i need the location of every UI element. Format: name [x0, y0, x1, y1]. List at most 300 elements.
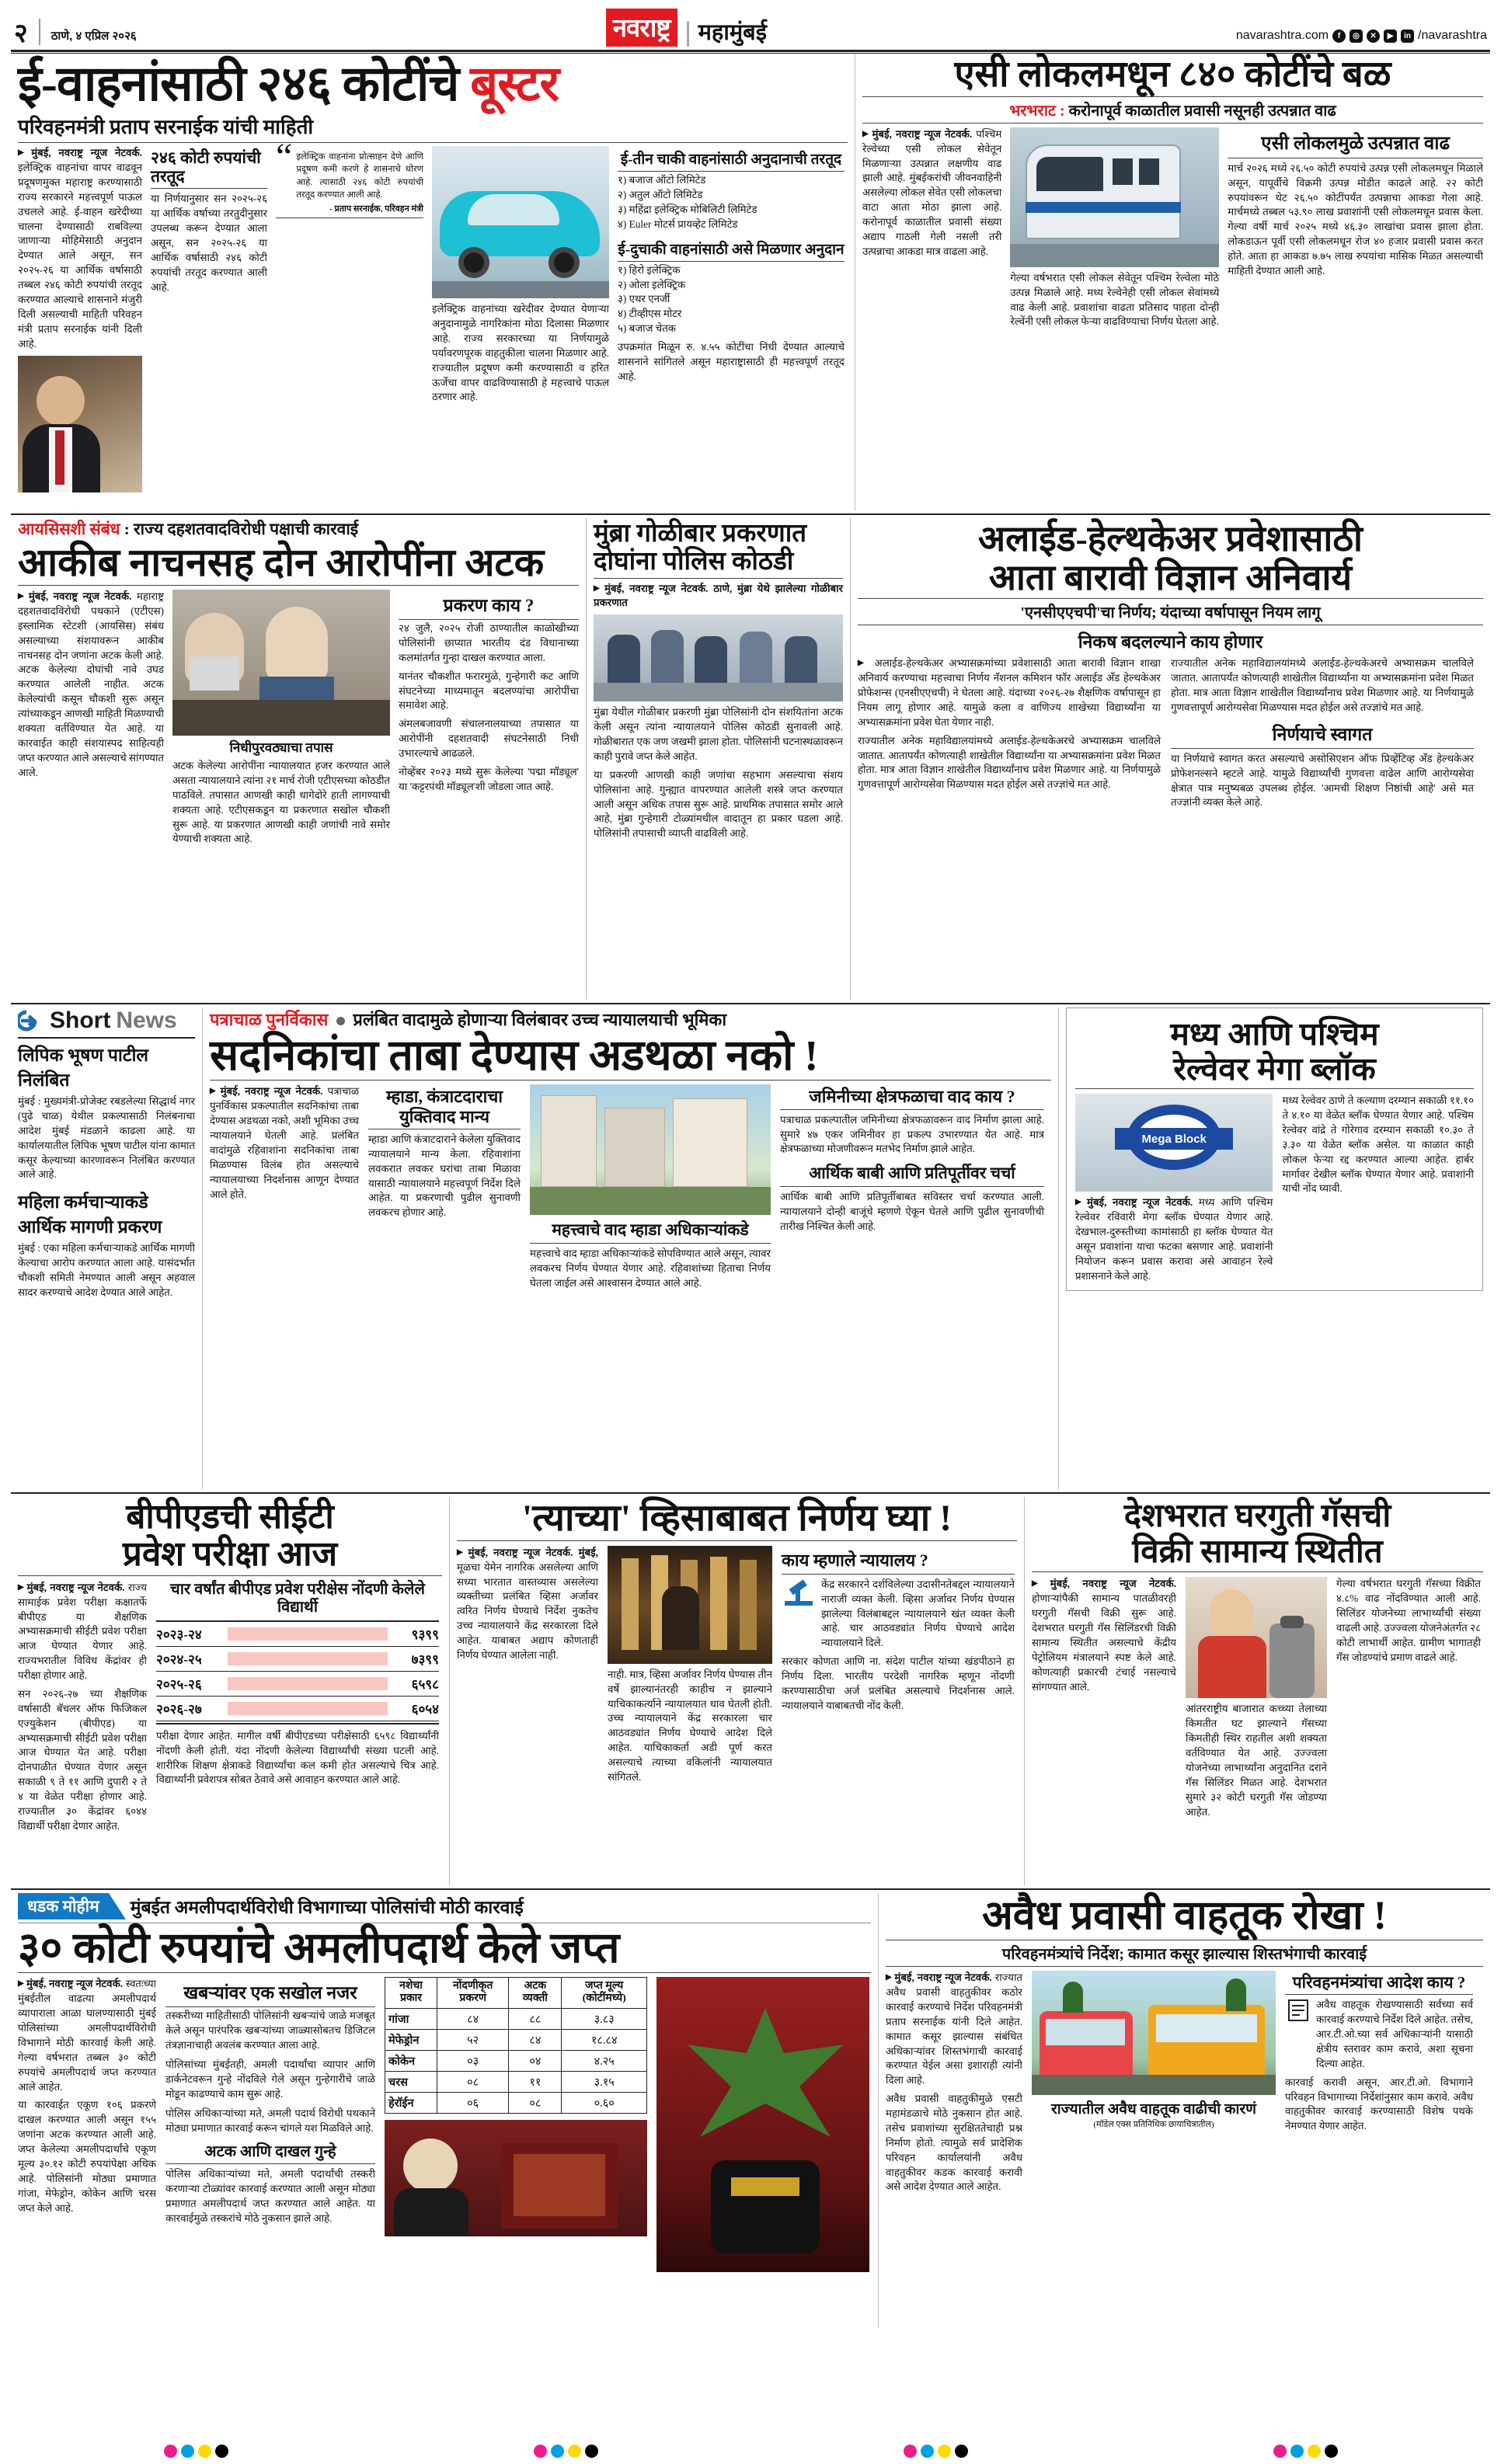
- table-cell: ८४: [437, 2008, 508, 2029]
- chart-value: ६०५४: [411, 1701, 439, 1717]
- visa-box-title: काय म्हणाले न्यायालय ?: [782, 1550, 928, 1570]
- reg-dot-black: [955, 2445, 968, 2458]
- accused-photo: [172, 590, 390, 736]
- megablock-headline: [1075, 1017, 1474, 1087]
- reg-dot-yellow: [1308, 2445, 1321, 2458]
- patrachawl-col-d: [780, 1084, 1044, 1291]
- allied-body-text: अलाईड-हेल्थकेअर अभ्यासक्रमांच्या प्रवेशासाठी आता बारावी विज्ञान शाखा अनिवार्य करण्याचा महत्त्वाचा निर्णय नॅशनल कमिशन फॉर अलाईड अँड हेल्थकेअर प्रोफेशन्स (एनसीएएचपी) ने घेतला आहे. यंदाच्या २०२६-२७ शैक्षणिक वर्षापासून हा नियम लागू होणार आहे. यामुळे कला व वाणिज्य शाखेच्या विद्यार्थ्यांना या अभ्यासक्रमांना प्रवेश घेता येणार नाही.: [858, 657, 1161, 728]
- patrachawl-col-c: [530, 1084, 771, 1291]
- visa-col-b: [608, 1546, 772, 1785]
- chart-bar-track: [228, 1677, 388, 1690]
- lead-headline: [18, 58, 848, 110]
- drugs-box-item: पोलिस अधिकाऱ्यांच्या मते, अमली पदार्थ विरोधी पथकाने मोठ्या प्रमाणात कारवाई करून चांगले यश मिळविले आहे.: [165, 2107, 375, 2134]
- terror-col-b: [172, 590, 390, 847]
- table-cell: मेफेड्रोन: [385, 2029, 437, 2050]
- table-row: [385, 2008, 647, 2029]
- visa-box-body: केंद्र सरकारने दर्शविलेल्या उदासीनतेबद्दल न्यायालयाने नाराजी व्यक्त केली. व्हिसा अर्जावर निर्णय घेण्यास झालेल्या विलंबाबद्दल न्यायालयाने खंत व्यक्त केली आहे. चार आठवड्यांत निर्णय घेण्याचे आदेश न्यायालयाने दिले.: [821, 1578, 1015, 1649]
- transport-deck: परिवहनमंत्र्यांचे निर्देश; कामात कसूर झाल्यास शिस्तभंगाची कारवाई: [1001, 1946, 1367, 1964]
- drugs-headline: ३० कोटी रुपयांचे अमलीपदार्थ केले जप्त: [18, 1924, 620, 1972]
- transport-box-body-2: कारवाई करावी असून, आर.टी.ओ. विभागाने परिवहन विभागाच्या निर्देशांनुसार काम करावे. अवैध वाहतुकीवर कारवाई करण्यासाठी विशेष पथके नेमण्यात येणार आहेत.: [1285, 2076, 1473, 2132]
- housing-project-photo: [530, 1084, 771, 1215]
- chart-bar-track: [228, 1702, 388, 1715]
- gas-body-2: आंतरराष्ट्रीय बाजारात कच्च्या तेलाच्या किमतीत घट झाल्याने गॅसच्या किमतीही स्थिर राहतील अशी शक्यता वर्तविण्यात येत आहे. उज्ज्वला योजनेच्या लाभार्थ्यांना अनुदानित दराने गॅस सिलिंडर मिळत आहे. देशभरात सुमारे ३२ कोटी घरगुती गॅस जोडण्या आहेत.: [1186, 1703, 1327, 1818]
- allied-headline-line1: अलाईड-हेल्थकेअर प्रवेशासाठी: [978, 519, 1363, 559]
- band-five: [11, 1893, 1490, 2328]
- chart-bar-row: [156, 1672, 439, 1697]
- table-cell: ३.८३: [562, 2008, 647, 2029]
- megablock-badge: Mega Block: [1115, 1128, 1233, 1150]
- chart-category: २०२४-२५: [156, 1651, 202, 1667]
- subbox1-item: २) अतुल ऑटो लिमिटेड: [618, 189, 703, 201]
- drugs-body-2: या कारवाईत एकूण १०६ प्रकरणे दाखल करण्यात आली असून १५५ जणांना अटक करण्यात आली आहे. जप्त केलेल्या अमलीपदार्थांचे एकूण मूल्य ३०.१२ कोटी रुपयांपेक्षा अधिक आहे. पोलिसांनी मोठ्या प्रमाणात गांजा, मेफेड्रोन, कोकेन आणि चरस जप्त केले आहे.: [18, 2099, 156, 2214]
- ac-local-headline: एसी लोकलमधून ८४० कोटींचे बळ: [954, 54, 1391, 95]
- reg-dot-black: [1325, 2445, 1338, 2458]
- allied-body-2: राज्यातील अनेक महाविद्यालयांमध्ये अलाईड-हेल्थकेअरचे अभ्यासक्रम चालविले जातात. आतापर्यंत कोणत्याही शाखेतील विद्यार्थ्यांना या अभ्यासक्रमांना प्रवेश मिळत होता. मात्र आता विज्ञान शाखेतील विद्यार्थ्यांनाच प्रवेश मिळणार आहे. या निर्णयामुळे गुणवत्तापूर्ण आरोग्यसेवा मिळण्यास मदत होईल असे तज्ज्ञांचे मत आहे.: [858, 734, 1161, 791]
- terror-body-2: अटक केलेल्या आरोपींना न्यायालयात हजर करण्यात आले असता न्यायालयाने त्यांना २१ मार्च रोजी एटीएसच्या कोठडीत पाठविले. तपासात आणखी काही धागेदोरे हाती लागण्याची शक्यता आहे. एटीएसकडून या प्रकरणात सखोल चौकशी सुरू आहे. या प्रकरणात आणखी काही जणांची नावे समोर येण्याची शक्यता आहे.: [172, 760, 390, 845]
- allied-body-1: [858, 656, 1161, 729]
- bped-bar-chart: [156, 1581, 439, 1724]
- patrachawl-box2-body: महत्त्वाचे वाद म्हाडा अधिकाऱ्यांकडे सोपविण्यात आले असून, त्यावर लवकरच निर्णय घेण्यात येणार आहे. रहिवाशांच्या हिताचा निर्णय घेतला जाईल असे आश्वासन देण्यात आले आहे.: [530, 1248, 771, 1289]
- transport-box-body: अवैध वाहतूक रोखण्यासाठी सर्वच्या सर्व कारवाई करण्याचे निर्देश दिले आहेत. तसेच, आर.टी.ओ.च्या सर्व अधिकाऱ्यांनी यासाठी क्षेत्रीय स्तरावर काम करावे, अशा सूचना दिल्या आहेत.: [1316, 1999, 1473, 2069]
- allied-headline: [858, 520, 1483, 597]
- table-header: नोंदणीकृत प्रकरणं: [437, 1978, 508, 2008]
- terror-box-item: यानंतर चौकशीत फरारमुळे, गुन्हेगारी कट आणि संघटनेच्या माध्यमातून बदलण्यांचा आरोपींचा समावेश आहे.: [399, 670, 579, 712]
- terror-body-1: [18, 590, 164, 780]
- subbox2-items: [618, 263, 845, 336]
- band-three: [11, 1008, 1490, 1489]
- drugs-tagbar: [18, 1893, 871, 1919]
- edition-name: महामुंबई: [698, 20, 767, 45]
- lead-body-2: इलेक्ट्रिक वाहनांच्या खरेदीवर देण्यात येणाऱ्या अनुदानामुळे नागरिकांना मोठा दिलासा मिळणार आहे. राज्य सरकारच्या या निर्णयामुळे पर्यावरणपूरक वाहतुकीला चालना मिळणार आहे. राज्यातील प्रदूषण कमी करण्यासाठी व हरित ऊर्जेचा वापर वाढविण्यासाठी हे महत्त्वाचे पाऊल ठरणार आहे.: [432, 303, 609, 403]
- transport-box-title: परिवहनमंत्र्यांचा आदेश काय ?: [1292, 1973, 1466, 1992]
- subbox1-items: [618, 173, 845, 232]
- transport-col-c: [1285, 1971, 1473, 2194]
- table-cell: १८.८४: [562, 2029, 647, 2050]
- gas-headline-line2: विक्री सामान्य स्थितीत: [1132, 1534, 1383, 1571]
- terror-kicker: [18, 518, 579, 540]
- table-cell: ५२: [437, 2029, 508, 2050]
- visa-byline: ▶ मुंबई, नवराष्ट्र न्यूज नेटवर्क. मुंबई,: [457, 1547, 598, 1558]
- allied-grid: [858, 656, 1483, 810]
- subbox2-title: ई-दुचाकी वाहनांसाठी असे मिळणार अनुदान: [618, 241, 845, 258]
- megablock-col-a: [1075, 1094, 1273, 1283]
- gavel-icon: [782, 1578, 816, 1609]
- megablock-col-b: [1282, 1094, 1474, 1283]
- chart-bar-track: [228, 1652, 388, 1665]
- transport-byline: ▶ मुंबई, नवराष्ट्र न्यूज नेटवर्क.: [886, 1972, 992, 1983]
- allied-subdeck: निकष बदलल्याने काय होणार: [1078, 632, 1263, 653]
- drugs-box-item: तस्करीच्या माहितीसाठी पोलिसांनी खबऱ्यांचे जाळे मजबूत केले असून पारंपरिक खबऱ्यांच्या जाळ्यासोबतच डिजिटल तंत्रज्ञानाचाही अवलंब करण्यात आला आहे.: [165, 2010, 375, 2052]
- table-cell: ४.२५: [562, 2050, 647, 2071]
- short-news-item-heading: लिपिक भूषण पाटील निलंबित: [18, 1046, 148, 1090]
- dot-group: [164, 2445, 228, 2458]
- patrachawl-box3-title: आर्थिक बाबी आणि प्रतिपूर्तीवर चर्चा: [809, 1164, 1015, 1183]
- mumbra-police-photo: [594, 614, 843, 701]
- transport-grid: [886, 1971, 1483, 2194]
- chart-bar-track: [228, 1627, 388, 1641]
- bped-col-a: [18, 1581, 147, 1834]
- megablock-grid: [1075, 1094, 1474, 1283]
- table-cell: गांजा: [385, 2008, 437, 2029]
- megablock-body-1: [1075, 1195, 1273, 1283]
- bped-chart-wrap: [156, 1581, 439, 1834]
- terror-kicker-rest: : राज्य दहशतवादविरोधी पक्षाची कारवाई: [124, 520, 359, 538]
- table-cell: ०८: [509, 2092, 562, 2113]
- chart-value: ९३९९: [411, 1627, 439, 1642]
- subbox2-item: २) ओला इलेक्ट्रिक: [618, 278, 686, 291]
- megablock-headline-line2: रेल्वेवर मेगा ब्लॉक: [1173, 1051, 1376, 1088]
- transport-col-b: [1032, 1971, 1276, 2194]
- megablock-sign-photo: [1075, 1094, 1273, 1192]
- chart-bar-row: [156, 1647, 439, 1672]
- minister-photo: [18, 356, 142, 492]
- drugs-byline: ▶ मुंबई, नवराष्ट्र न्यूज नेटवर्क.: [18, 1978, 123, 1989]
- drugs-body-1: [18, 1977, 156, 2094]
- gas-headline: [1032, 1498, 1483, 1570]
- chart-value: ७३९९: [411, 1651, 439, 1667]
- patrachawl-headline: सदनिकांचा ताबा देण्यास अडथळा नको !: [210, 1032, 819, 1079]
- chart-bar-row: [156, 1697, 439, 1721]
- drugs-box-item: पोलिसांच्या मुंबईतही, अमली पदार्थांचा व्यापार आणि डार्कनेटवरून गुन्हे नोंदविले गेले असून गुन्हेगारीचे जाळे मोडून काढण्याचे काम सुरू आहे.: [165, 2059, 375, 2100]
- bped-body-1: [18, 1581, 147, 1683]
- bped-body-3: परीक्षा देणार आहेत. मागील वर्षी बीपीएडच्या परीक्षेसाठी ६५९८ विद्यार्थ्यांनी नोंदणी केली होती. यंदा नोंदणी केलेल्या विद्यार्थ्यांची संख्या घटली आहे. शारीरिक शिक्षण क्षेत्राकडे विद्यार्थ्यांचा कल कमी होत असल्याचे चित्र आहे. विद्यार्थ्यांनी प्रवेशपत्र सोबत ठेवावे असे आवाहन करण्यात आले आहे.: [156, 1729, 439, 1786]
- gas-body-3: गेल्या वर्षभरात घरगुती गॅसच्या विक्रीत ४.८% वाढ नोंदविण्यात आली आहे. सिलिंडर योजनेच्या लाभार्थ्यांची संख्या वाढली आहे. उज्ज्वला योजनेअंतर्गत २८ कोटी लाभार्थी आहेत. ग्रामीण भागातही गॅस जोडण्यांचे प्रमाण वाढले आहे.: [1336, 1578, 1481, 1663]
- patrachawl-body-1: [210, 1084, 359, 1202]
- lead-rule: [18, 142, 848, 143]
- money-box-title: २४६ कोटी रुपयांची तरतूद: [151, 148, 261, 186]
- mumbra-body: मुंब्रा येथील गोळीबार प्रकरणी मुंब्रा पोलिसांनी दोन संशयितांना अटक केली असून त्यांना न्यायालयाने पोलिस कोठडी सुनावली आहे. गोळीबारात एक जण जखमी झाला होता. पोलिसांनी घटनास्थळावरून काही पुरावे जप्त केले आहेत.: [594, 706, 843, 762]
- drugs-cannabis-photo: [656, 1977, 869, 2272]
- drugs-box-title: खबऱ्यांवर एक सखोल नजर: [183, 1983, 357, 2003]
- short-news-header: [18, 1008, 195, 1034]
- table-cell: ११: [509, 2071, 562, 2092]
- chart-category: २०२५-२६: [156, 1676, 202, 1692]
- lead-col-d: [432, 146, 609, 492]
- ac-local-kicker-red: भरभराट :: [1009, 102, 1065, 120]
- chart-category: २०२३-२४: [156, 1627, 202, 1642]
- transport-caption: राज्यातील अवैध वाहतूक वाढीची कारणं: [1050, 2101, 1256, 2118]
- short-news-item-body: मुंबई : एका महिला कर्मचाऱ्याकडे आर्थिक मागणी केल्याचा आरोप करण्यात आला आहे. यासंदर्भात चौकशी समिती नेमण्यात आली असून अहवाल सादर करण्याचे आदेश देण्यात आले आहेत.: [18, 1242, 195, 1298]
- terror-box-item: नोव्हेंबर २०२३ मध्ये सुरू केलेल्या 'पद्मा मॉड्यूल' या 'कट्टरपंथी मॉड्यूल'शी जोडला जात आहे.: [399, 765, 579, 792]
- page-number: २: [14, 19, 28, 48]
- ac-byline: ▶ मुंबई, नवराष्ट्र न्यूज नेटवर्क.: [862, 128, 972, 140]
- brand-divider: [687, 21, 689, 47]
- table-header: नशेचा प्रकार: [385, 1978, 437, 2008]
- instagram-icon[interactable]: ◎: [1350, 30, 1363, 43]
- table-cell: चरस: [385, 2071, 437, 2092]
- reg-dot-magenta: [534, 2445, 547, 2458]
- lpg-cylinder-photo: [1186, 1577, 1327, 1698]
- transport-body-1: [886, 1971, 1022, 2088]
- ac-side-title: एसी लोकलमुळे उत्पन्नात वाढ: [1261, 133, 1450, 154]
- table-cell: कोकेन: [385, 2050, 437, 2071]
- transport-headline: अवैध प्रवासी वाहतूक रोखा !: [982, 1894, 1387, 1938]
- band-four: [11, 1497, 1490, 1885]
- terror-headline: आकीब नाचनसह दोन आरोपींना अटक: [18, 541, 545, 584]
- reg-dot-black: [585, 2445, 598, 2458]
- allied-col-b: [1171, 656, 1474, 810]
- court-photo: [608, 1546, 772, 1664]
- lead-story: [11, 54, 855, 510]
- terror-box-title: प्रकरण काय ?: [443, 596, 535, 615]
- bped-headline: [18, 1498, 442, 1574]
- megablock-headline-line1: मध्य आणि पश्चिम: [1170, 1016, 1379, 1052]
- lead-col-c: [276, 136, 423, 492]
- ac-body-2: गेल्या वर्षभरात एसी लोकल सेवेतून पश्चिम रेल्वेला मोठे उत्पन्न मिळाले आहे. मध्य रेल्वेनेही एसी लोकल सेवांमध्ये वाढ केली आहे. प्रवाशांचा वाढता प्रतिसाद पाहता दोन्ही रेल्वेंनी एसी लोकल फेऱ्या वाढविण्याचा निर्णय घेतला आहे.: [1010, 271, 1220, 328]
- reg-dot-yellow: [938, 2445, 951, 2458]
- bped-byline: ▶ मुंबई, नवराष्ट्र न्यूज नेटवर्क.: [18, 1582, 125, 1593]
- short-news-item-body: मुंबई : मुख्यमंत्री-प्रोजेक्ट रबडलेल्या सिद्धार्थ नगर (पुढे चाळ) येथील प्रकल्पासाठी निलंबनाचा आदेश मुंबई मंडळाने काढला आहे. या कार्यालयातील लिपिक भूषण पाटील यांना कामात कसूर केल्याच्या कारणावरून निलंबित करण्यात आले आहे.: [18, 1095, 195, 1181]
- allied-story: [850, 518, 1490, 1000]
- lead-col-b: [151, 146, 267, 492]
- reg-dot-magenta: [904, 2445, 917, 2458]
- table-header: अटक व्यक्ती: [509, 1978, 562, 2008]
- drugs-box-items: [165, 2009, 375, 2135]
- allied-byline: [858, 657, 869, 669]
- ac-col-c: [1228, 127, 1483, 330]
- gas-body-1: [1032, 1577, 1176, 1694]
- terror-photo-caption: निधीपुरवठ्याचा तपास: [229, 740, 333, 755]
- ac-body-text: पश्चिम रेल्वेच्या एसी लोकल सेवेतून मिळणाऱ्या उत्पन्नात लक्षणीय वाढ झाली आहे. मुंबईकरांची जीवनवाहिनी असलेल्या लोकल सेवेत एसी लोकलचा वाटा आता मोठा झाला आहे. करोनापूर्व काळातील प्रवासी संख्या अद्याप गाठली गेली नसली तरी उत्पन्नाचा आकडा मात्र वाढला आहे.: [862, 127, 1002, 257]
- table-cell: ०४: [509, 2050, 562, 2071]
- terror-box-items: [399, 621, 579, 795]
- lead-byline: ▶ मुंबई, नवराष्ट्र न्यूज नेटवर्क.: [18, 147, 142, 158]
- terror-col-a: [18, 590, 164, 847]
- electric-car-photo: [432, 146, 609, 298]
- table-row: [385, 2029, 647, 2050]
- terror-box-item: २४ जुलै, २०२५ रोजी ठाण्यातील काळोखीच्या पोलिसांनी छाप्यात भारतीय दंड विधानाच्या कलमांतर्गत गुन्हा दाखल करण्यात आला.: [399, 622, 579, 663]
- masthead-left: [14, 19, 137, 47]
- table-cell: ०८: [437, 2071, 508, 2092]
- patrachawl-col-a: [210, 1084, 359, 1291]
- short-news-item-heading: महिला कर्मचाऱ्याकडे आर्थिक मागणी प्रकरण: [18, 1192, 162, 1237]
- table-cell: ८८: [509, 2008, 562, 2029]
- drugs-kicker: मुंबईत अमलीपदार्थविरोधी विभागाच्या पोलिसांची मोठी कारवाई: [130, 1898, 524, 1917]
- reg-dot-yellow: [568, 2445, 581, 2458]
- mumbra-headline-line2: दोघांना पोलिस कोठडी: [594, 548, 794, 576]
- subbox2-tail: उपक्रमांत मिळून रु. ४.५५ कोटींचा निधी देण्यात आल्याचे शासनाने सांगितले असून महाराष्ट्रासाठी ही महत्त्वपूर्ण तरतूद आहे.: [618, 341, 845, 382]
- allied-deck: 'एनसीएएचपी'चा निर्णय; यंदाच्या वर्षापासून नियम लागू: [1020, 604, 1321, 622]
- drugs-col-a: [18, 1977, 156, 2272]
- dot-group: [534, 2445, 598, 2458]
- social-handle: /navarashtra: [1418, 29, 1487, 42]
- patrachawl-kicker-red: पत्राचाळ पुनर्विकास: [210, 1010, 329, 1029]
- lead-col-a: [18, 146, 142, 492]
- patrachawl-body-2: म्हाडा आणि कंत्राटदाराने केलेला युक्तिवाद न्यायालयाने मान्य केला. रहिवाशांना लवकरात लवकर घरांचा ताबा मिळावा यासाठी न्यायालयाने महत्त्वपूर्ण निर्देश दिले आहेत. या प्रकरणाची पुढील सुनावणी लवकरच होणार आहे.: [368, 1133, 521, 1219]
- visa-headline: 'त्याच्या' व्हिसाबाबत निर्णय घ्या !: [521, 1498, 952, 1539]
- lead-deck: परिवहनमंत्री प्रताप सरनाईक यांची माहिती: [18, 116, 314, 139]
- megablock-story: [1058, 1008, 1490, 1489]
- drugs-col-b: [165, 1977, 375, 2272]
- patrachawl-col-b: [368, 1084, 521, 1291]
- table-cell: ०६: [437, 2092, 508, 2113]
- terror-body-text: महाराष्ट्र दहशतवादविरोधी पथकाने (एटीएस) इस्लामिक स्टेटशी (आयसिस) संबंध असल्याच्या संशयावरून आकीब नाचनसह दोन जणांना अटक केली आहे. अटक केलेल्या दोघांची नावे उघड करण्यात आलेली नाहीत. अटक केलेल्यांची कसून चौकशी सुरू असून त्यांच्याकडून आणखी माहिती मिळण्याची शक्यता वर्तविण्यात येत आहे. या कारवाईत काही संशयास्पद साहित्यही जप्त करण्यात आले असल्याचे सांगण्यात आले.: [18, 590, 164, 778]
- reg-dot-cyan: [181, 2445, 194, 2458]
- drugs-body-text: स्वतःच्या मुंबईतील वाढत्या अमलीपदार्थ व्यापाराला आळा घालण्यासाठी मुंबई पोलिसांच्या अमलीपदार्थविरोधी विभागाने मोठी कारवाई केली आहे. गेल्या वर्षभरात तब्बल ३० कोटी रुपयांचे अमलीपदार्थ जप्त करण्यात आले आहेत.: [18, 1978, 156, 2093]
- chart-category: २०२६-२७: [156, 1701, 202, 1717]
- twitter-x-icon[interactable]: ✕: [1367, 30, 1380, 43]
- lead-quote-attrib: - प्रताप सरनाईक, परिवहन मंत्री: [329, 204, 423, 214]
- edition-date: ठाणे, ४ एप्रिल २०२६: [50, 30, 137, 43]
- subbox1-item: ३) महिंद्रा इलेक्ट्रिक मोबिलिटी लिमिटेड: [618, 203, 757, 215]
- table-cell: ८४: [509, 2029, 562, 2050]
- table-cell: ०.६०: [562, 2092, 647, 2113]
- terror-kicker-red: आयसिसशी संबंध: [18, 520, 120, 538]
- drugs-seizure-table: [385, 1977, 647, 2113]
- table-header-row: [385, 1978, 647, 2008]
- quote-mark-icon: “: [276, 136, 293, 178]
- ac-body-1: [862, 127, 1001, 259]
- allied-welcome-title: निर्णयाचे स्वागत: [1272, 724, 1373, 744]
- allied-welcome-body: या निर्णयाचे स्वागत करत असल्याचे असोसिएशन ऑफ प्रिव्हेंटिव्ह अँड हेल्थकेअर प्रोफेशनल्सने म्हटले आहे. यामुळे विद्यार्थ्यांची गुणवत्ता वाढेल आणि आरोग्यसेवा क्षेत्रात पात्र मनुष्यबळ उपलब्ध होईल. 'आमची शिक्षण निष्ठांची आहे' असे मत तज्ज्ञांनी व्यक्त केले आहे.: [1171, 752, 1474, 809]
- reg-dot-black: [215, 2445, 228, 2458]
- short-news-section: [11, 1008, 202, 1489]
- table-row: [385, 2071, 647, 2092]
- mumbra-story: [586, 518, 850, 1000]
- subbox2-item: ५) बजाज चेतक: [618, 322, 676, 335]
- lead-body-1: इलेक्ट्रिक वाहनांचा वापर वाढवून प्रदूषणमुक्त महाराष्ट्र करण्यासाठी राज्य सरकारने महत्त्वपूर्ण पाऊल उचलले आहे. ई-वाहन खरेदीच्या चालना देण्यासाठी राबविल्या जाणाऱ्या मोहिमेसाठी अनुदान देण्यात आले असून, सन २०२५-२६ या आर्थिक वर्षासाठी तब्बल २४६ कोटी रुपयांची तरतूद करण्यात आल्याचे शासनाने मंजुरी दिली असल्याची माहिती परिवहन मंत्री प्रताप सरनाईक यांनी दिली आहे.: [18, 162, 142, 350]
- visa-col-c: [782, 1546, 1015, 1785]
- visa-body-1: [457, 1546, 598, 1663]
- arrow-into-circle-icon: [18, 1009, 44, 1032]
- lead-col-e: [618, 146, 845, 492]
- subbox2-item: ४) टीव्हीएस मोटर: [618, 308, 682, 320]
- subbox2-item: ३) एथर एनर्जी: [618, 293, 670, 305]
- ac-local-kicker: [862, 99, 1483, 120]
- visa-body-3: सरकार कोणता आणि ना. संदेश पाटील यांच्या खंडपीठाने हा निर्णय दिला. भारतीय परदेशी नागरिक म्हणून नोंदणी करण्यासाठीचा अर्ज प्रलंबित असल्याचे निदर्शनास आले. न्यायालयाने याबाबतची नोंद केली.: [782, 1655, 1015, 1711]
- gas-grid: [1032, 1577, 1483, 1819]
- table-cell: ०३: [437, 2050, 508, 2071]
- gas-body-text: होणाऱ्यांपैकी सामान्य पातळीवरही घरगुती गॅसची विक्री सुरू आहे. देशभरात घरगुती गॅस सिलिंडरची विक्री सामान्य स्थितीत असल्याचे केंद्रीय पेट्रोलियम मंत्रालयाने स्पष्ट केले आहे. कोणत्याही प्रकारची टंचाई नसल्याचे सांगण्यात आले.: [1032, 1592, 1176, 1693]
- patrachawl-subhead-1: म्हाडा, कंत्राटदाराचा युक्तिवाद मान्य: [385, 1087, 503, 1126]
- transport-body-2: अवैध प्रवासी वाहतुकीमुळे एसटी महामंडळाचे मोठे नुकसान होत आहे. तसेच प्रवाशांच्या सुरक्षिततेचाही प्रश्न निर्माण होतो. त्यामुळे सर्व प्रादेशिक परिवहन कार्यालयांनी अवैध वाहतुकीवर कडक कारवाई करावी असे आदेश देण्यात आले आहेत.: [886, 2093, 1022, 2193]
- ac-side-body: मार्च २०२६ मध्ये २६.५० कोटी रुपयांचे उत्पन्न एसी लोकलमधून मिळाले असून, यापूर्वीचे विक्रमी उत्पन्न मोडीत काढले आहे. २२ कोटी रुपयांवरून थेट २६.५० कोटींपर्यंत उत्पन्नाचा आकडा गेला आहे. मार्चमध्ये तब्बल ५३.९० लाख प्रवाशांनी एसी लोकलमधून प्रवास केला. गेल्या वर्षी मार्च २०२५ मध्ये ४६.३० लाखांचा प्रवास झाला होता. लोकडाऊन पूर्वी एसी लोकलमधून रोज ४० हजार प्रवासी प्रवास करत होते. आता हा आकडा ७.७५ लाख रुपयांचा मासिक मिळत असल्याची माहिती देण्यात आली आहे.: [1228, 162, 1484, 277]
- lead-headline-plain: ई-वाहनांसाठी २४६ कोटींचे: [18, 57, 471, 111]
- short-news-title-2: News: [116, 1008, 177, 1033]
- document-order-icon: [1285, 1998, 1311, 2023]
- patrachawl-byline: ▶ मुंबई, नवराष्ट्र न्यूज नेटवर्क.: [210, 1085, 322, 1097]
- visa-col-a: [457, 1546, 598, 1785]
- facebook-icon[interactable]: f: [1332, 30, 1346, 43]
- megablock-box: [1066, 1008, 1483, 1291]
- mumbra-headline: [594, 520, 843, 576]
- chart-bar-row: [156, 1622, 439, 1647]
- youtube-icon[interactable]: ▶: [1384, 30, 1397, 43]
- allied-col-a: [858, 656, 1161, 810]
- chart-title: चार वर्षांत बीपीएड प्रवेश परीक्षेस नोंदणी केलेले विद्यार्थी: [170, 1580, 425, 1616]
- band-two: [11, 518, 1490, 1000]
- patrachawl-kicker: [210, 1008, 1051, 1031]
- mumbra-headline-line1: मुंब्रा गोळीबार प्रकरणात: [594, 520, 807, 548]
- bped-story: [11, 1497, 449, 1885]
- visa-body-text: मूळचा येमेन नागरिक असलेल्या आणि सध्या भारतात वास्तव्यास असलेल्या व्यक्तीच्या प्रलंबित व्हिसा अर्जावर त्वरित निर्णय घेण्याचे निर्देश नुकतेच उच्च न्यायालयाने केंद्र सरकारला दिले आहेत. याबाबत अद्याप कोणताही निर्णय घेण्यात आलेला नाही.: [457, 1561, 598, 1661]
- gas-col-a: [1032, 1577, 1176, 1819]
- transport-caption-sub: (मॉडेल एक्स प्रतिनिधिक छायाचित्रातील): [1093, 2120, 1214, 2130]
- visa-body-2: नाही. मात्र, व्हिसा अर्जावर निर्णय घेण्यास तीन वर्षे झाल्यानंतरही काहीच न झाल्याने याचिकाकर्त्याने न्यायालयात धाव घेतली होती. उच्च न्यायालयाने केंद्र सरकारला चार आठवड्यांत निर्णय घेण्याचे आदेश दिले आहेत. याचिकाकर्ता अडी पूर्ण करत असल्याचे त्याच्या वकिलांनी न्यायालयात सांगितले.: [608, 1668, 772, 1783]
- masthead-social: [1236, 29, 1487, 47]
- gas-story: [1024, 1497, 1490, 1885]
- registration-marks: [11, 2445, 1490, 2458]
- drugs-grid: [18, 1977, 871, 2272]
- table-row: [385, 2050, 647, 2071]
- chart-value: ६५९८: [411, 1676, 439, 1692]
- masthead-divider: [39, 19, 40, 45]
- allied-headline-line2: आता बारावी विज्ञान अनिवार्य: [988, 557, 1353, 597]
- terror-col-c: [399, 590, 579, 847]
- drugs-col-d: [656, 1977, 869, 2272]
- drugs-tag: धडक मोहीम: [18, 1893, 109, 1919]
- newspaper-logo: नवराष्ट्र: [606, 9, 677, 47]
- patrachawl-box1-body: पत्राचाळ प्रकल्पातील जमिनीच्या क्षेत्रफळावरून वाद निर्माण झाला आहे. सुमारे ४७ एकर जमिनीवर हा प्रकल्प उभारण्यात येत आहे. मात्र क्षेत्रफळाच्या मोजणीवरून मतभेद निर्माण झाले आहेत.: [780, 1113, 1044, 1155]
- ac-local-story: [855, 54, 1490, 510]
- mumbra-byline: ▶ मुंबई, नवराष्ट्र न्यूज नेटवर्क. ठाणे, मुंब्रा येथे झालेल्या गोळीबार प्रकरणात: [594, 583, 843, 609]
- lead-paragraph-1: [18, 146, 142, 351]
- reg-dot-cyan: [1290, 2445, 1304, 2458]
- ac-local-train-photo: [1010, 127, 1219, 267]
- reg-dot-cyan: [551, 2445, 564, 2458]
- patrachawl-kicker-rest: प्रलंबित वादामुळे होणाऱ्या विलंबावर उच्च न्यायालयाची भूमिका: [353, 1010, 727, 1029]
- visa-story: [449, 1497, 1024, 1885]
- gas-col-c: [1336, 1577, 1481, 1819]
- masthead-brand: [606, 9, 767, 47]
- table-cell: हेरॉईन: [385, 2092, 437, 2113]
- bullet-icon: [336, 1017, 345, 1025]
- masthead: [11, 0, 1490, 48]
- megablock-body-text: मध्य आणि पश्चिम रेल्वेवर रविवारी मेगा ब्लॉक घेण्यात येणार आहे. देखभाल-दुरुस्तीच्या कामांसाठी हा ब्लॉक घेण्यात येत असून प्रवाशांना याचा फटका बसणार आहे. प्रवाशांनी नियोजन करून प्रवास करावा असे आवाहन रेल्वे प्रशासनाने केले आहे.: [1075, 1196, 1273, 1282]
- bped-grid: [18, 1581, 442, 1834]
- gas-byline: ▶ मुंबई, नवराष्ट्र न्यूज नेटवर्क.: [1032, 1578, 1176, 1589]
- bped-headline-line1: बीपीएडची सीईटी: [126, 1498, 334, 1536]
- ac-col-b: [1010, 127, 1219, 330]
- dot-group: [1273, 2445, 1338, 2458]
- terror-story: [11, 518, 586, 1000]
- subbox2-item: १) हिरो इलेक्ट्रिक: [618, 263, 681, 276]
- tag-slant-icon: [109, 1893, 126, 1919]
- dot-group: [904, 2445, 968, 2458]
- visa-grid: [457, 1546, 1017, 1785]
- reg-dot-cyan: [921, 2445, 934, 2458]
- patrachawl-body-text: पत्राचाळ पुनर्विकास प्रकल्पातील सदनिकांचा ताबा देण्यास अडथळा नको, अशी भूमिका उच्च न्यायालयाने घेतली आहे. प्रलंबित वादांमुळे रहिवाशांना सदनिकांचा ताबा मिळण्यास विलंब होत असल्याचे न्यायालयाच्या निदर्शनास आणून देण्यात आले होते.: [210, 1085, 359, 1200]
- website-url[interactable]: navarashtra.com: [1235, 29, 1329, 42]
- transport-body-text: राज्यात अवैध प्रवासी वाहतुकीवर कठोर कारवाई करण्याचे निर्देश परिवहनमंत्री प्रताप सरनाईक यांनी दिले आहेत. कामात कसूर झाल्यास संबंधित अधिकाऱ्यांवर शिस्तभंगाची कारवाई करण्यात येईल असा इशाराही त्यांनी दिला आहे.: [886, 1972, 1022, 2086]
- transport-bus-photo: [1032, 1971, 1276, 2095]
- subbox1-item: १) बजाज ऑटो लिमिटेड: [618, 174, 706, 186]
- transport-col-a: [886, 1971, 1022, 2194]
- bped-body-text: राज्य सामाईक प्रवेश परीक्षा कक्षातर्फे बीपीएड या शैक्षणिक अभ्यासक्रमाची सीईटी प्रवेश परीक्षा आज घेण्यात येणार आहे. राज्यभरातील विविध केंद्रांवर ही परीक्षा होणार आहे.: [18, 1581, 147, 1682]
- drugs-story: [11, 1893, 878, 2328]
- patrachawl-grid: [210, 1084, 1051, 1291]
- patrachawl-story: [202, 1008, 1058, 1489]
- drugs-box2-body: पोलिस अधिकाऱ्यांच्या मते, अमली पदार्थांची तस्करी करणाऱ्या टोळ्यांवर कारवाई करण्यात आली असून मोठ्या प्रमाणात अमलीपदार्थ जप्त करण्यात आले आहेत. या कारवाईमुळे तस्करांचे मोठे नुकसान झाले आहे.: [165, 2168, 375, 2225]
- band-lead: [11, 54, 1490, 510]
- subbox1-title: ई-तीन चाकी वाहनांसाठी अनुदानाची तरतूद: [620, 151, 842, 169]
- terror-box-item: अंमलबजावणी संचालनालयाच्या तपासात या आरोपींनी दहशतवादी संघटनेसाठी निधी उभारल्याचे आढळले.: [399, 718, 579, 759]
- reg-dot-magenta: [164, 2445, 177, 2458]
- linkedin-icon[interactable]: in: [1401, 30, 1414, 43]
- megablock-body-2: मध्य रेल्वेवर ठाणे ते कल्याण दरम्यान सकाळी ११.१० ते ४.१० या वेळेत ब्लॉक घेण्यात येणार आहे. पश्चिम रेल्वेवर वांद्रे ते गोरेगाव दरम्यान सकाळी १०.३० ते ३.३० या वेळेत ब्लॉक असेल. या काळात काही लोकल फेऱ्या रद्द करण्यात आल्या आहेत. हार्बर मार्गावर देखील ब्लॉक घेण्यात येणार आहे. प्रवाशांनी याची नोंद घ्यावी.: [1282, 1095, 1474, 1195]
- mumbra-body-2: या प्रकरणी आणखी काही जणांचा सहभाग असल्याचा संशय पोलिसांना आहे. गुन्ह्यात वापरण्यात आलेली शस्त्रे जप्त करण्यात आली असून अधिक तपास सुरू आहे. प्राथमिक तपासात समोर आले आहे, मुंब्रा गुन्हेगारी टोळ्यांमधील वादातून हा प्रकार घडला आहे. पोलिसांनी तपासाची व्याप्ती वाढविली आहे.: [594, 768, 843, 840]
- reg-dot-magenta: [1273, 2445, 1287, 2458]
- drugs-illustration: [385, 2120, 647, 2236]
- megablock-byline: ▶ मुंबई, नवराष्ट्र न्यूज नेटवर्क.: [1075, 1196, 1193, 1208]
- table-cell: ३.१५: [562, 2071, 647, 2092]
- ac-local-kicker-rest: करोनापूर्व काळातील प्रवासी नसूनही उत्पन्नात वाढ: [1068, 102, 1336, 120]
- terror-byline: ▶ मुंबई, नवराष्ट्र न्यूज नेटवर्क.: [18, 590, 131, 602]
- ac-local-grid: [862, 127, 1483, 330]
- ac-col-a: [862, 127, 1001, 330]
- subbox1-item: ४) Euler मोटर्स प्रायव्हेट लिमिटेड: [618, 218, 738, 230]
- money-box-text: या निर्णयानुसार सन २०२५-२६ या आर्थिक वर्षाच्या तरतुदीनुसार उपलब्ध करून देण्यात आला असून, सन २०२५-२६ या आर्थिक वर्षासाठी २४६ कोटी रुपयांची तरतूद करण्यात आली आहे.: [151, 193, 267, 293]
